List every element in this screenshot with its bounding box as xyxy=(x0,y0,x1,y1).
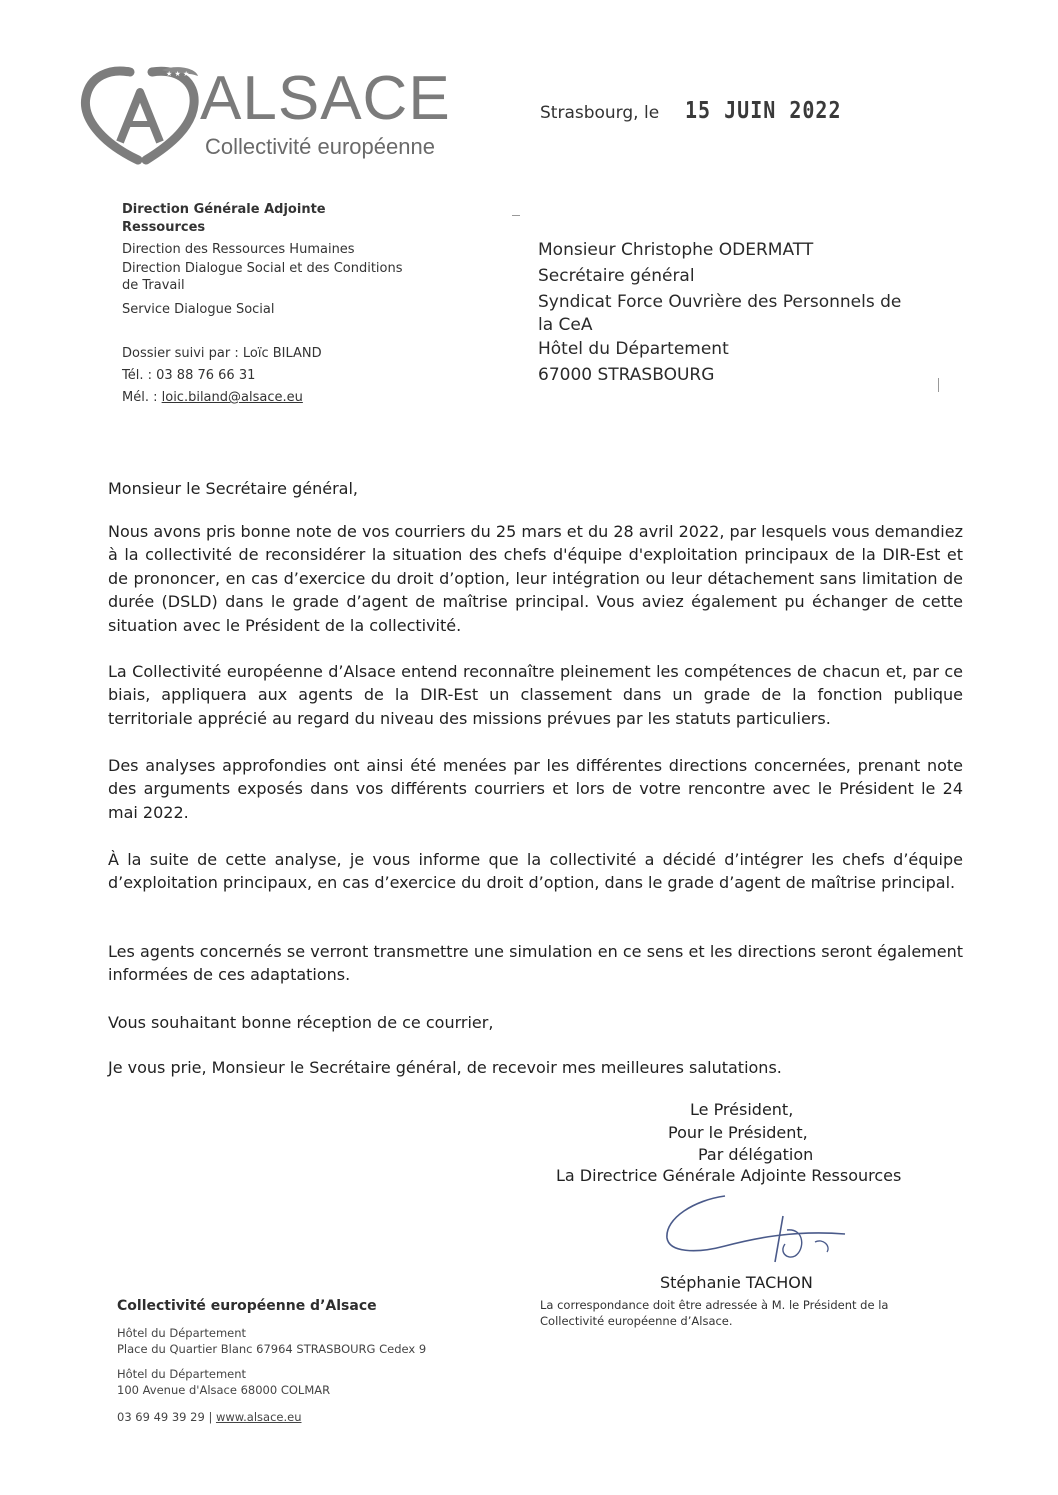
sender-direction: Direction Générale Adjointe xyxy=(122,202,326,217)
sender-dossier: Dossier suivi par : Loïc BILAND xyxy=(122,346,322,361)
handwritten-signature xyxy=(655,1190,855,1280)
sender-email-link[interactable]: loic.biland@alsace.eu xyxy=(161,390,303,405)
footer-separator: | xyxy=(208,1410,213,1424)
footer-phone: 03 69 49 39 29 xyxy=(117,1410,205,1424)
footer-website-link[interactable]: www.alsace.eu xyxy=(215,1410,302,1424)
paragraph-3: Des analyses approfondies ont ainsi été menées par les différentes directions concernées, prenant note des arguments exposés dans vos différents courriers et lors de votre rencontre avec le Président le 24 mai 2022. xyxy=(108,756,963,822)
sender-tel: Tél. : 03 88 76 66 31 xyxy=(122,368,256,383)
sender-service: Service Dialogue Social xyxy=(122,302,275,317)
footer-contact xyxy=(117,1410,302,1425)
footer-address-1-line-2: Place du Quartier Blanc 67964 STRASBOURG Cedex 9 xyxy=(117,1342,427,1356)
date-stamp: 15 JUIN 2022 xyxy=(685,96,842,124)
signature-line-2: Pour le Président, xyxy=(668,1123,808,1142)
paragraph-2: La Collectivité européenne d’Alsace entend reconnaître pleinement les compétences de chacun et, par ce biais, appliquera aux agents de la DIR-Est un classement dans un grade de la fonction publique territoriale apprécié au regard du niveau des missions prévues par les statuts particuliers. xyxy=(108,662,963,728)
recipient-name: Monsieur Christophe ODERMATT xyxy=(538,240,814,260)
svg-text:★ ★ ★: ★ ★ ★ xyxy=(166,70,190,78)
sender-dept-3: de Travail xyxy=(122,278,185,293)
date-label: Strasbourg, le xyxy=(540,103,660,123)
scan-mark xyxy=(938,378,939,392)
scan-mark xyxy=(512,215,520,216)
paragraph-6: Vous souhaitant bonne réception de ce courrier, xyxy=(108,1013,494,1032)
recipient-org-2: la CeA xyxy=(538,315,593,335)
recipient-org-1: Syndicat Force Ouvrière des Personnels de xyxy=(538,292,902,312)
recipient-address-1: Hôtel du Département xyxy=(538,339,729,359)
paragraph-7: Je vous prie, Monsieur le Secrétaire général, de recevoir mes meilleures salutations. xyxy=(108,1058,782,1077)
signature-line-4: La Directrice Générale Adjointe Ressources xyxy=(556,1166,902,1185)
salutation: Monsieur le Secrétaire général, xyxy=(108,479,358,498)
paragraph-5: Les agents concernés se verront transmettre une simulation en ce sens et les directions seront également informées de ces adaptations. xyxy=(108,942,963,985)
footer-address-2-line-1: Hôtel du Département xyxy=(117,1367,247,1381)
correspondence-note xyxy=(540,1297,940,1329)
paragraph-4: À la suite de cette analyse, je vous informe que la collectivité a décidé d’intégrer les chefs d’équipe d’exploitation principaux, en cas d’exercice du droit d’option, dans le grade d’agent de maîtrise principal. xyxy=(108,850,963,893)
footer-address-2-line-2: 100 Avenue d'Alsace 68000 COLMAR xyxy=(117,1383,331,1397)
signature-line-1: Le Président, xyxy=(690,1100,794,1119)
sender-direction-2: Ressources xyxy=(122,220,206,235)
sender-dept-2: Direction Dialogue Social et des Conditions xyxy=(122,261,403,276)
sender-mel xyxy=(122,388,303,407)
sender-dept-1: Direction des Ressources Humaines xyxy=(122,242,355,257)
recipient-address-2: 67000 STRASBOURG xyxy=(538,365,715,385)
signer-name: Stéphanie TACHON xyxy=(660,1273,813,1292)
signature-line-3: Par délégation xyxy=(698,1145,814,1164)
sender-mel-label: Mél. : xyxy=(122,390,158,405)
recipient-title: Secrétaire général xyxy=(538,266,695,286)
footer-address-1-line-1: Hôtel du Département xyxy=(117,1326,247,1340)
logo-subtitle: Collectivité européenne xyxy=(205,134,435,159)
footer-organization: Collectivité européenne d’Alsace xyxy=(117,1298,377,1314)
note-line-2: Collectivité européenne d’Alsace. xyxy=(540,1314,733,1328)
note-line-1: La correspondance doit être adressée à M. le Président de la xyxy=(540,1298,889,1312)
paragraph-1: Nous avons pris bonne note de vos courriers du 25 mars et du 28 avril 2022, par lesquels vous demandiez à la collectivité de reconsidérer la situation des chefs d'équipe d'exploitation principaux de la DIR-Est et de prononcer, en cas d’exercice du droit d’option, leur intégration ou leur détachement sans limitation de durée (DSLD) dans le grade d’agent de maîtrise principal. Vous aviez également pu échanger de cette situation avec le Président de la collectivité. xyxy=(108,522,963,635)
logo-text: ALSACE xyxy=(200,64,451,133)
